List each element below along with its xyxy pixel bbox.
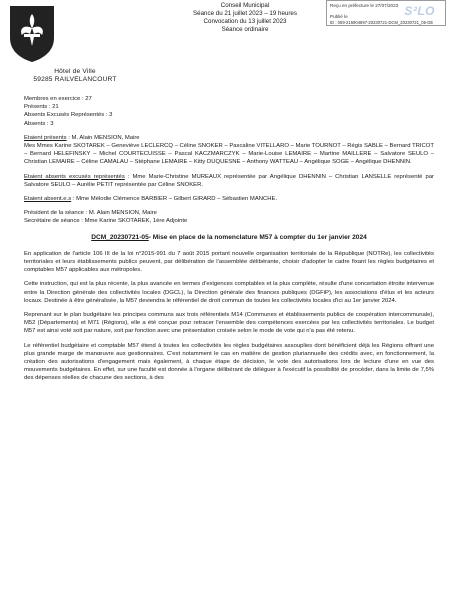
session-secretary: Secrétaire de séance : Mme Karine SKOTAREK, 1ère Adjointe — [24, 218, 188, 225]
excused-list: : Mme Marie-Christine MUREAUX représentée par Angélique DHENNIN – Christian LANSELLE représenté par Salvatore SEULO – Aurélie PETIT représentée par Céline SNOKER. — [24, 173, 434, 188]
meeting-header — [170, 2, 320, 34]
present-members — [24, 134, 434, 167]
absent-list: : Mme Mélodie Clémence BARBIER – Gilbert GIRARD – Sébastien MANCHE. — [71, 196, 278, 203]
absent-members — [24, 195, 434, 203]
present-count: Présents : 21 — [24, 104, 59, 111]
session-president: Président de la séance : M. Alain MENSION, Maire — [24, 210, 157, 217]
council-label: Conseil Municipal — [220, 2, 270, 9]
session-type: Séance ordinaire — [221, 26, 269, 33]
paragraph-4: Le référentiel budgétaire et comptable M57 étend à toutes les collectivités les règles budgétaires assouplies dont bénéficient déjà les Régions offrant une plus grande marge de manœuvre aux gestionnaires. C'est notamment le cas en matière de gestion pluriannuelle des crédits avec, en fonctionnement, la création des autorisations d'engagement mais également, à chaque étape de décision, le vote des autorisations lors de lecture d'une en vue des mouvements budgétaires. En effet, sur une faculté est donnée à l'organe délibérant de déléguer à l'exécutif la possibilité de procéder, dans la limite de 7,5% des dépenses réelles de chacune des sections, à des — [24, 342, 434, 382]
absent-count: Absents : 3 — [24, 120, 54, 127]
excused-count: Absents Excusés Représentés : 3 — [24, 112, 113, 119]
deliberation-code: DCM_20230721-05 — [91, 233, 149, 241]
paragraph-3: Reprenant sur le plan budgétaire les principes communs aux trois référentiels M14 (Communes et établissements publics de coopération intercommunale), M52 (Départements) et M71 (Régions), elle a été conçue pour retracer l'ensemble des compétences exercées par les collectivités territoriales. Le budget M57 est ainsi voté soit par nature, soit par fonction avec une présentation croisée selon le mode de vote qui n'a pas été retenu. — [24, 312, 434, 335]
members-count: Membres en exercice : 27 — [24, 96, 92, 102]
stamp-received: Reçu en préfecture le 27/07/2023 — [330, 3, 399, 8]
town-crest-logo — [8, 4, 56, 64]
paragraph-2: Cette instruction, qui est la plus récente, la plus avancée en termes d'exigences comptables et la plus complète, résulte d'une concertation étroite intervenue entre la Direction générale des collectivités locales (DGCL), la Direction générale des finances publiques (DGFiP), les associations d'élus et les acteurs locaux. Destinée à être généralisée, la M57 deviendra le référentiel de droit commun de toutes les collectivités locales d'ici au 1er janvier 2024. — [24, 281, 434, 304]
deliberation-subject: - Mise en place de la nomenclature M57 à compter du 1er janvier 2024 — [148, 233, 367, 241]
town-address-label: 59285 RAILVELANCOURT — [33, 76, 117, 83]
absent-label: Etaient absent.e.s — [24, 196, 72, 203]
deliberation-title — [24, 234, 434, 242]
convocation-date: Convocation du 13 juillet 2023 — [203, 18, 287, 25]
excused-label: Etaient absents excusés représentés — [24, 173, 125, 180]
present-list: : M. Alain MENSION, Maire Mes Mmes Karine SKOTAREK – Geneviève LECLERCQ – Céline SNOKER – Pascaline VITELLARO – Marie TOURNOT – Régis SABLE – Bernard TRICOT – Bernard HELEFINSKY – Michel COURTECUISSE – Pascal KACZMARCZYK – Marie-Louise LEMAIRE – Martine MAILLERE – Salvatore SEULO – Christian LEMAIRE – Céline CAMALAU – Stéphane LEMAIRE – Kitty DUQUESNE – Anthony WATTEAU – Angélique SOGE – Angélique DHENNIN. — [24, 134, 434, 166]
stamp-published: Publié le — [330, 14, 348, 19]
excused-members — [24, 173, 434, 189]
paragraph-1: En application de l'article 106 III de la loi n°2015-991 du 7 août 2015 portant nouvelle organisation territoriale de la République (NOTRe), les collectivités territoriales et leurs établissements publics peuvent, par délibération de l'assemblée délibérante, choisir d'adopter le cadre fixant les règles budgétaires et comptables M57 applicables aux métropoles. — [24, 250, 434, 274]
town-hall-address — [30, 68, 120, 84]
document-body — [24, 95, 434, 383]
session-date: Séance du 21 juillet 2023 – 19 heures — [193, 10, 297, 17]
town-hall-label: Hôtel de Ville — [54, 68, 96, 75]
present-label: Etaient présents — [24, 134, 67, 141]
slo-logo: S²LO — [404, 4, 435, 18]
prefecture-stamp — [326, 0, 446, 26]
stamp-id: ID : 059-215904897-20230721-DCM_20230721_05-DE — [330, 20, 434, 25]
